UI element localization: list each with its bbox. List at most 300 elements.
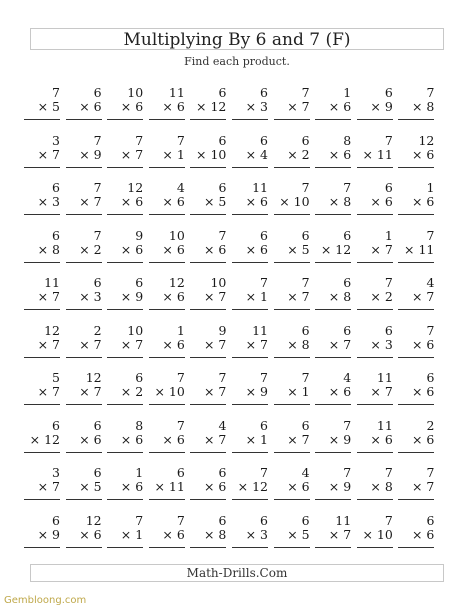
answer-line [274, 452, 310, 453]
multiplier: × 6 [411, 526, 435, 542]
multiplier: × 8 [370, 479, 393, 494]
problem [232, 229, 268, 263]
problem [107, 419, 143, 453]
multiplier: × 12 [29, 431, 60, 447]
multiplier: × 6 [79, 526, 102, 542]
problem [357, 514, 393, 548]
multiplier: × 1 [162, 146, 185, 162]
answer-line [66, 452, 102, 453]
problem [149, 134, 185, 168]
multiplier: × 1 [245, 431, 268, 447]
multiplicand: 7 [218, 370, 227, 385]
answer-line [190, 452, 226, 453]
problem [274, 134, 310, 168]
multiplier: × 7 [328, 526, 352, 542]
problem [24, 514, 60, 548]
problem [107, 371, 143, 405]
multiplier: × 6 [411, 336, 435, 352]
problem [149, 419, 185, 453]
answer-line [107, 119, 143, 120]
multiplicand: 7 [260, 275, 268, 290]
answer-line [149, 119, 185, 120]
multiplier: × 3 [245, 526, 268, 542]
multiplier: × 7 [79, 336, 102, 352]
answer-line [107, 357, 143, 358]
problem [398, 276, 434, 310]
answer-line [315, 404, 351, 405]
multiplier: × 10 [362, 526, 393, 542]
answer-line [66, 309, 102, 310]
problem [357, 181, 393, 215]
problem [149, 466, 185, 500]
multiplier: × 8 [287, 336, 310, 352]
multiplier: × 3 [79, 289, 102, 304]
problem [398, 181, 434, 215]
multiplier: × 6 [411, 431, 435, 447]
multiplier: × 6 [162, 289, 185, 304]
problem [274, 276, 310, 310]
multiplicand: 7 [384, 275, 393, 290]
answer-line [315, 357, 351, 358]
multiplier: × 10 [196, 146, 227, 162]
answer-line [107, 547, 143, 548]
multiplier: × 7 [203, 384, 227, 399]
problem [66, 466, 102, 500]
multiplicand: 2 [426, 417, 435, 433]
problem [190, 134, 226, 168]
multiplicand: 4 [343, 370, 352, 385]
multiplicand: 7 [93, 180, 102, 195]
multiplier: × 9 [120, 289, 144, 304]
answer-line [149, 262, 185, 263]
answer-line [24, 357, 60, 358]
multiplicand: 6 [93, 85, 102, 100]
problem [274, 371, 310, 405]
multiplicand: 12 [127, 180, 144, 195]
problem [149, 276, 185, 310]
answer-line [274, 214, 310, 215]
answer-line [274, 404, 310, 405]
problem [398, 134, 434, 168]
problem [190, 86, 226, 120]
answer-line [315, 499, 351, 500]
multiplicand: 12 [168, 275, 185, 290]
multiplier: × 7 [287, 289, 310, 304]
answer-line [149, 167, 185, 168]
answer-line [24, 309, 60, 310]
multiplicand: 6 [218, 180, 227, 195]
answer-line [232, 309, 268, 310]
problem [149, 181, 185, 215]
multiplier: × 7 [203, 336, 227, 352]
multiplicand: 7 [301, 85, 310, 100]
answer-line [398, 262, 434, 263]
multiplier: × 8 [203, 526, 227, 542]
multiplicand: 11 [44, 275, 60, 290]
answer-line [315, 452, 351, 453]
problem [398, 371, 434, 405]
answer-line [66, 262, 102, 263]
answer-line [66, 404, 102, 405]
multiplier: × 6 [162, 336, 185, 352]
multiplier: × 6 [370, 431, 393, 447]
multiplier: × 7 [120, 336, 144, 352]
multiplier: × 12 [196, 99, 227, 114]
multiplicand: 9 [218, 322, 227, 338]
problem [190, 181, 226, 215]
multiplicand: 7 [176, 417, 185, 433]
multiplicand: 6 [301, 227, 310, 243]
answer-line [357, 357, 393, 358]
answer-line [398, 167, 434, 168]
multiplier: × 9 [328, 479, 352, 494]
multiplicand: 6 [135, 275, 144, 290]
problem [24, 466, 60, 500]
problem [274, 419, 310, 453]
answer-line [190, 167, 226, 168]
answer-line [232, 404, 268, 405]
multiplicand: 6 [260, 85, 268, 100]
answer-line [315, 214, 351, 215]
multiplier: × 6 [79, 431, 102, 447]
multiplicand: 8 [343, 132, 352, 148]
multiplier: × 7 [37, 384, 60, 399]
multiplier: × 6 [162, 99, 185, 114]
multiplicand: 4 [176, 180, 185, 195]
answer-line [232, 357, 268, 358]
answer-line [149, 452, 185, 453]
multiplier: × 6 [328, 99, 352, 114]
answer-line [190, 119, 226, 120]
multiplier: × 7 [37, 479, 60, 494]
problem [398, 419, 434, 453]
problem [66, 419, 102, 453]
answer-line [24, 167, 60, 168]
multiplier: × 7 [37, 146, 60, 162]
answer-line [149, 357, 185, 358]
problem [315, 514, 351, 548]
answer-line [357, 119, 393, 120]
multiplicand: 11 [376, 370, 393, 385]
problem [190, 276, 226, 310]
problem [24, 371, 60, 405]
problem [315, 134, 351, 168]
multiplicand: 12 [44, 322, 60, 338]
answer-line [107, 309, 143, 310]
problem [357, 229, 393, 263]
answer-line [190, 404, 226, 405]
problem [149, 514, 185, 548]
multiplicand: 6 [218, 465, 227, 480]
problem [315, 276, 351, 310]
problem [274, 229, 310, 263]
problem [190, 229, 226, 263]
multiplicand: 7 [343, 417, 352, 433]
multiplier: × 1 [245, 289, 268, 304]
multiplier: × 1 [120, 526, 144, 542]
multiplier: × 11 [362, 146, 393, 162]
multiplier: × 7 [370, 384, 393, 399]
multiplicand: 6 [52, 180, 60, 195]
multiplier: × 7 [287, 431, 310, 447]
answer-line [274, 309, 310, 310]
answer-line [357, 309, 393, 310]
multiplicand: 7 [426, 85, 435, 100]
answer-line [357, 404, 393, 405]
answer-line [24, 119, 60, 120]
answer-line [24, 262, 60, 263]
answer-line [232, 452, 268, 453]
problem [149, 229, 185, 263]
multiplier: × 9 [37, 526, 60, 542]
problem [149, 86, 185, 120]
problem [398, 229, 434, 263]
multiplier: × 6 [411, 384, 435, 399]
multiplicand: 12 [85, 512, 102, 528]
multiplier: × 7 [37, 336, 60, 352]
multiplicand: 6 [176, 465, 185, 480]
multiplier: × 9 [328, 431, 352, 447]
problem [315, 371, 351, 405]
problem [190, 419, 226, 453]
multiplier: × 7 [287, 99, 310, 114]
multiplicand: 7 [301, 180, 310, 195]
multiplier: × 8 [411, 99, 435, 114]
answer-line [190, 262, 226, 263]
multiplicand: 7 [93, 132, 102, 148]
multiplicand: 12 [418, 132, 435, 148]
multiplicand: 7 [176, 512, 185, 528]
answer-line [398, 357, 434, 358]
problem [232, 514, 268, 548]
multiplicand: 6 [260, 512, 268, 528]
multiplicand: 11 [252, 180, 268, 195]
problem [398, 466, 434, 500]
multiplier: × 6 [370, 194, 393, 209]
multiplicand: 6 [218, 512, 227, 528]
problem [232, 181, 268, 215]
problem [66, 86, 102, 120]
answer-line [24, 404, 60, 405]
multiplicand: 7 [384, 465, 393, 480]
multiplier: × 10 [279, 194, 310, 209]
multiplier: × 12 [320, 241, 352, 257]
problem [315, 419, 351, 453]
multiplier: × 6 [411, 146, 435, 162]
multiplier: × 6 [287, 479, 310, 494]
multiplier: × 11 [404, 241, 435, 257]
multiplicand: 6 [301, 322, 310, 338]
multiplicand: 7 [384, 132, 393, 148]
answer-line [149, 404, 185, 405]
multiplier: × 7 [203, 289, 227, 304]
multiplier: × 7 [328, 336, 352, 352]
multiplier: × 7 [79, 384, 102, 399]
multiplicand: 10 [127, 322, 144, 338]
answer-line [107, 499, 143, 500]
multiplicand: 7 [176, 370, 185, 385]
multiplier: × 6 [162, 241, 185, 257]
answer-line [398, 499, 434, 500]
problem [66, 514, 102, 548]
multiplier: × 8 [328, 194, 352, 209]
problem [315, 86, 351, 120]
problem [315, 229, 351, 263]
problem [274, 466, 310, 500]
multiplier: × 2 [79, 241, 102, 257]
multiplier: × 2 [370, 289, 393, 304]
problem [232, 466, 268, 500]
multiplier: × 5 [79, 479, 102, 494]
multiplier: × 5 [37, 99, 60, 114]
answer-line [398, 404, 434, 405]
answer-line [315, 309, 351, 310]
multiplicand: 7 [176, 132, 185, 148]
problem [24, 181, 60, 215]
answer-line [66, 214, 102, 215]
multiplier: × 6 [203, 241, 227, 257]
answer-line [66, 357, 102, 358]
multiplier: × 1 [287, 384, 310, 399]
problem [274, 181, 310, 215]
answer-line [149, 214, 185, 215]
multiplier: × 9 [370, 99, 393, 114]
problem [315, 324, 351, 358]
answer-line [274, 167, 310, 168]
multiplicand: 6 [301, 132, 310, 148]
problem [357, 371, 393, 405]
watermark: Gembloong.com [4, 595, 87, 606]
problem [274, 86, 310, 120]
multiplicand: 6 [426, 370, 435, 385]
multiplier: × 6 [120, 479, 144, 494]
multiplier: × 6 [328, 384, 352, 399]
problem [190, 466, 226, 500]
multiplier: × 6 [120, 241, 144, 257]
problem [107, 276, 143, 310]
multiplicand: 7 [135, 132, 144, 148]
multiplicand: 7 [135, 512, 144, 528]
problem [398, 324, 434, 358]
worksheet-instructions: Find each product. [184, 55, 290, 68]
multiplicand: 3 [52, 132, 60, 148]
problem [66, 181, 102, 215]
multiplier: × 10 [154, 384, 185, 399]
multiplicand: 7 [301, 275, 310, 290]
problem [357, 466, 393, 500]
multiplier: × 9 [245, 384, 268, 399]
answer-line [274, 547, 310, 548]
problem [232, 324, 268, 358]
answer-line [274, 262, 310, 263]
multiplicand: 6 [301, 512, 310, 528]
multiplier: × 7 [411, 479, 435, 494]
multiplicand: 6 [343, 227, 352, 243]
multiplier: × 8 [37, 241, 60, 257]
answer-line [232, 262, 268, 263]
answer-line [357, 547, 393, 548]
problem [107, 324, 143, 358]
answer-line [232, 119, 268, 120]
multiplicand: 8 [135, 417, 144, 433]
problem [24, 86, 60, 120]
multiplicand: 7 [93, 227, 102, 243]
problem [398, 86, 434, 120]
problem [274, 324, 310, 358]
multiplier: × 2 [287, 146, 310, 162]
problem [149, 371, 185, 405]
multiplier: × 6 [162, 526, 185, 542]
problem [24, 276, 60, 310]
multiplier: × 7 [245, 336, 268, 352]
problem [357, 419, 393, 453]
multiplicand: 5 [52, 370, 60, 385]
problem [232, 419, 268, 453]
multiplicand: 7 [426, 465, 435, 480]
multiplicand: 6 [52, 512, 60, 528]
multiplicand: 1 [426, 180, 435, 195]
problem [274, 514, 310, 548]
multiplicand: 6 [301, 417, 310, 433]
answer-line [190, 309, 226, 310]
answer-line [398, 214, 434, 215]
problem [315, 181, 351, 215]
answer-line [66, 499, 102, 500]
multiplicand: 10 [127, 85, 144, 100]
multiplicand: 6 [384, 85, 393, 100]
multiplicand: 6 [384, 322, 393, 338]
multiplicand: 6 [343, 322, 352, 338]
answer-line [107, 262, 143, 263]
problem [357, 276, 393, 310]
problem [149, 324, 185, 358]
answer-line [190, 547, 226, 548]
problem [107, 134, 143, 168]
answer-line [24, 452, 60, 453]
multiplicand: 6 [260, 417, 268, 433]
footer-site: Math-Drills.Com [186, 566, 288, 580]
problem [66, 134, 102, 168]
multiplicand: 1 [384, 227, 393, 243]
multiplicand: 6 [52, 417, 60, 433]
problem [232, 276, 268, 310]
multiplicand: 2 [93, 322, 102, 338]
multiplicand: 3 [52, 465, 60, 480]
answer-line [398, 452, 434, 453]
multiplicand: 6 [260, 132, 268, 148]
multiplier: × 6 [411, 194, 435, 209]
multiplier: × 12 [237, 479, 268, 494]
multiplicand: 6 [93, 417, 102, 433]
answer-line [190, 214, 226, 215]
multiplicand: 7 [260, 465, 268, 480]
multiplier: × 7 [370, 241, 393, 257]
answer-line [232, 214, 268, 215]
multiplicand: 6 [343, 275, 352, 290]
problem [190, 324, 226, 358]
answer-line [315, 262, 351, 263]
multiplier: × 7 [203, 431, 227, 447]
answer-line [149, 547, 185, 548]
answer-line [107, 167, 143, 168]
problem [107, 86, 143, 120]
multiplier: × 6 [328, 146, 352, 162]
answer-line [232, 547, 268, 548]
answer-line [357, 214, 393, 215]
multiplier: × 5 [287, 241, 310, 257]
answer-line [274, 119, 310, 120]
multiplicand: 7 [52, 85, 60, 100]
